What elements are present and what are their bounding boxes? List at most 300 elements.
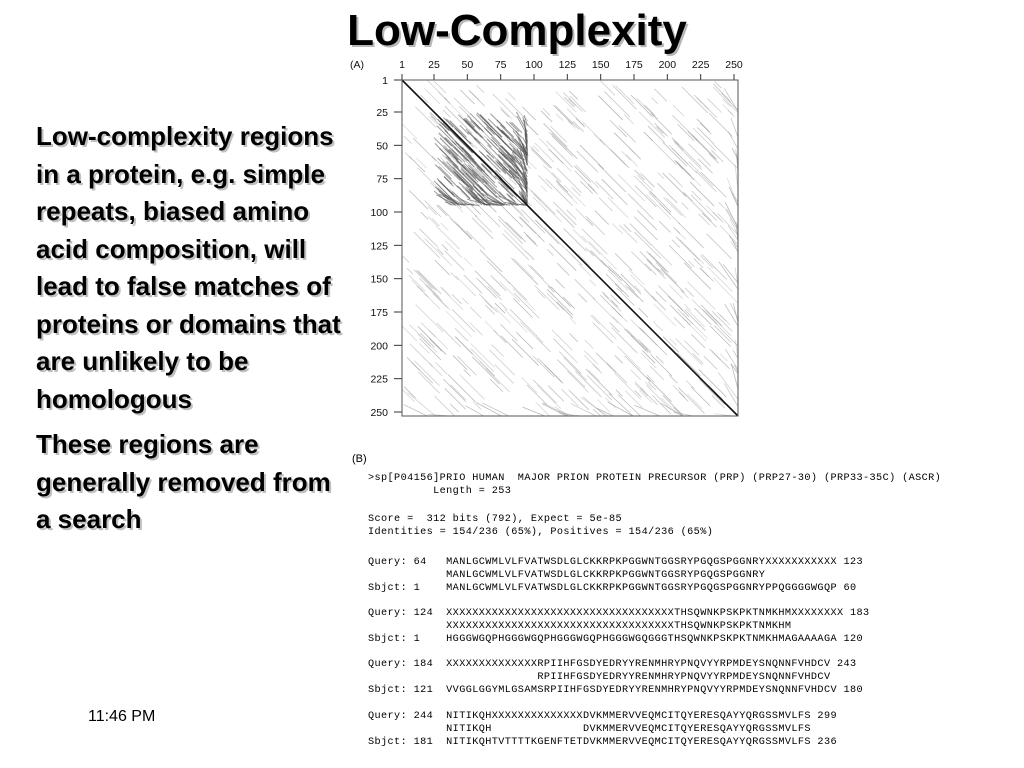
dot-plot-streak (720, 225, 738, 244)
dot-plot-streak (574, 166, 590, 182)
dot-plot-streak (641, 353, 656, 368)
dot-plot-streak (522, 377, 537, 392)
dot-plot-streak (547, 249, 553, 255)
dot-plot-streak (700, 268, 709, 277)
dot-plot-streak (645, 264, 656, 275)
dot-plot-streak (663, 173, 687, 197)
dot-plot-matrix (402, 80, 738, 416)
dot-plot-streak (588, 184, 598, 194)
dot-plot-streak (407, 268, 413, 274)
timestamp: 11:46 PM (88, 708, 156, 725)
dot-plot-streak (710, 326, 730, 346)
dot-plot-streak (682, 203, 689, 210)
dot-plot-streak (559, 352, 581, 374)
dot-plot-streak (657, 183, 677, 203)
dot-plot-streak (720, 328, 738, 346)
dot-plot-streak (455, 328, 468, 341)
dot-plot-streak (661, 403, 683, 416)
dot-plot-streak (416, 158, 426, 168)
dot-plot-streak (567, 371, 588, 392)
dot-plot-streak (475, 271, 500, 296)
dot-plot-streak (596, 182, 614, 200)
dot-plot-streak (698, 214, 709, 225)
dot-plot-streak (472, 218, 493, 239)
dot-plot-streak (702, 254, 727, 279)
dot-plot-streak (667, 198, 686, 217)
dot-plot-streak (703, 310, 717, 324)
dot-plot-streak (595, 211, 609, 225)
dot-plot-streak (679, 223, 704, 248)
dot-plot-streak (674, 412, 693, 416)
dot-plot-streak (434, 81, 446, 93)
y-axis (370, 75, 402, 419)
dot-plot-streak (683, 192, 692, 201)
dot-plot-streak (712, 311, 732, 331)
dot-plot-streak (508, 282, 527, 301)
dot-plot-streak (578, 254, 590, 266)
y-tick-label: 250 (370, 407, 388, 419)
dot-plot-streak (514, 293, 539, 318)
alignment-match-line: NITIKQH DVKMMERVVEQMCITQYERESQAYYQRGSSMVLFS (368, 724, 811, 735)
repeat-streak (461, 147, 474, 160)
dot-plot-streak (501, 324, 518, 341)
dot-plot-streak (613, 224, 623, 234)
dot-plot-streak (556, 279, 565, 288)
dot-plot-streak (728, 110, 734, 116)
dot-plot-streak (724, 384, 738, 407)
dot-plot-streak (672, 240, 680, 248)
dot-plot-streak (428, 81, 448, 101)
dot-plot-streak (451, 385, 466, 400)
dot-plot-streak (583, 397, 606, 416)
dot-plot-streak (420, 229, 439, 248)
dot-plot-streak (612, 327, 638, 353)
y-tick-label: 125 (370, 240, 388, 253)
dot-plot-streak (459, 106, 471, 118)
dot-plot-streak (569, 91, 577, 99)
dot-plot-streak (470, 307, 481, 318)
dot-plot-streak (715, 81, 722, 88)
dot-plot-streak (477, 85, 484, 92)
dot-plot-streak (547, 293, 564, 310)
dot-plot-streak (676, 339, 703, 366)
dot-plot-streak (567, 210, 576, 219)
y-tick-label: 50 (376, 140, 388, 153)
dot-plot-streak (543, 109, 550, 116)
dot-plot-streak (654, 89, 667, 102)
dot-plot-streak (696, 171, 717, 192)
dot-plot-streak (442, 244, 448, 250)
alignment-query-line: Query: 184 XXXXXXXXXXXXXXRPIIHFGSDYEDRYYRENMHRYPNQVYYRPMDEYSNQNNFVHDCV 243 (368, 659, 857, 670)
dot-plot-streak (407, 392, 435, 416)
dot-plot-streak (526, 235, 537, 246)
dot-plot-streak (509, 177, 517, 185)
dot-plot-streak (465, 405, 483, 416)
dot-plot-streak (527, 385, 547, 405)
dot-plot-streak (717, 312, 726, 321)
x-axis (399, 59, 743, 80)
dot-plot-streak (421, 333, 435, 347)
x-tick-label: 125 (558, 59, 577, 71)
dot-plot-streak (441, 287, 450, 296)
blast-hit-header: >sp[P04156]PRIO HUMAN MAJOR PRION PROTEIN PRECURSOR (PRP) (PRP27-30) (PRP33-35C) (ASCR) (368, 473, 942, 484)
dot-plot-streak (684, 341, 699, 356)
dot-plot-streak (709, 113, 732, 136)
dot-plot-streak (456, 276, 476, 296)
dot-plot-streak (681, 290, 689, 298)
dot-plot-streak (460, 374, 485, 399)
dot-plot-streak (533, 356, 554, 377)
dot-plot-streak (437, 323, 461, 347)
dot-plot-streak (462, 298, 468, 304)
dot-plot-streak (486, 368, 510, 392)
dot-plot-streak (656, 291, 666, 301)
dot-plot-streak (691, 334, 705, 348)
dot-plot-streak (472, 357, 499, 384)
dot-plot-streak (638, 308, 648, 318)
dot-plot-streak (495, 364, 514, 383)
dot-plot-streak (629, 270, 644, 285)
dot-plot-streak (492, 345, 504, 357)
dot-plot-streak (607, 363, 627, 383)
x-tick-label: 175 (625, 59, 643, 71)
dot-plot-streak (694, 258, 703, 267)
dot-plot-streak (720, 354, 727, 361)
dot-plot-streak (494, 330, 507, 343)
dot-plot-streak (534, 194, 562, 222)
dot-plot-streak (602, 292, 609, 299)
dot-plot-streak (556, 180, 568, 192)
dot-plot-streak (635, 170, 645, 180)
dot-plot-streak (501, 109, 509, 117)
dot-plot-streak (576, 209, 593, 226)
dot-plot-streak (729, 187, 738, 207)
dot-plot-streak (520, 217, 540, 237)
dot-plot-streak (464, 369, 471, 376)
x-tick-label: 100 (525, 59, 543, 71)
dot-plot-streak (616, 86, 634, 104)
dot-plot-streak (525, 251, 534, 260)
dot-plot-streak (487, 261, 509, 283)
dot-plot-streak (678, 124, 695, 141)
dot-plot-streak (635, 383, 648, 396)
dot-plot-streak (421, 212, 428, 219)
dot-plot-streak (504, 230, 526, 252)
dot-plot-streak (649, 137, 676, 164)
dot-plot-streak (562, 389, 579, 406)
repeat-streak (482, 179, 501, 198)
dot-plot-streak (440, 287, 462, 309)
dot-plot-streak (544, 123, 568, 147)
alignment-sbjct-line: Sbjct: 1 HGGGWGQPHGGGWGQPHGGGWGQPHGGGWGQGGGTHSQWNKPSKPKTNMKHMAGAAAAGA 120 (368, 634, 864, 645)
dot-plot-streak (513, 299, 532, 318)
dot-plot-streak (580, 145, 604, 169)
panel-b-label: (B) (352, 453, 367, 465)
alignment-query-line: Query: 64 MANLGCWMLVLFVATWSDLGLCKKRPKPGGWNTGGSRYPGQGSPGGNRYXXXXXXXXXXX 123 (368, 557, 864, 568)
dot-plot-streak (656, 262, 677, 283)
dot-plot-streak (674, 142, 701, 169)
dot-plot-streak (521, 209, 545, 233)
dot-plot-streak (414, 270, 433, 289)
dot-plot-streak (685, 310, 706, 331)
dot-plot-streak (480, 361, 495, 376)
dot-plot-streak (413, 138, 436, 161)
dot-plot-streak (402, 255, 409, 262)
dot-plot-streak (466, 231, 485, 250)
alignment-match-line: MANLGCWMLVLFVATWSDLGLCKKRPKPGGWNTGGSRYPGQGSPGGNRY (368, 570, 766, 581)
dot-plot-streak (677, 353, 700, 376)
dot-plot-streak (482, 403, 508, 416)
dot-plot-streak (480, 250, 502, 272)
dot-plot-streak (593, 364, 602, 373)
alignment-match-line: XXXXXXXXXXXXXXXXXXXXXXXXXXXXXXXXXXXTHSQWNKPSKPKTNMKHM (368, 621, 792, 632)
dot-plot-streak (425, 239, 452, 266)
dot-plot-streak (619, 225, 637, 243)
bullet-list (36, 118, 346, 539)
dot-plot-streak (506, 222, 526, 242)
dot-plot-streak (556, 114, 563, 121)
dot-plot-streak (692, 299, 719, 326)
dot-plot-streak (475, 215, 492, 232)
dot-plot-streak (548, 149, 563, 164)
dot-plot-streak (673, 105, 684, 116)
dot-plot-streak (663, 395, 683, 415)
dot-plot-streak (590, 251, 605, 266)
dot-plot-streak (594, 134, 605, 145)
dot-plot-streak (470, 91, 479, 100)
dot-plot-streak (634, 405, 660, 416)
dot-plot-streak (464, 275, 483, 294)
dot-plot-streak (719, 262, 738, 289)
dot-plot-streak (553, 105, 572, 124)
dot-plot-streak (435, 260, 450, 275)
dot-plot-streak (601, 260, 622, 281)
dot-plot-streak (625, 391, 642, 408)
slide-title: Low-Complexity (347, 6, 687, 55)
dot-plot-streak (678, 388, 704, 414)
dot-plot-streak (586, 369, 612, 395)
dot-plot-streak (625, 356, 651, 382)
dot-plot-streak (656, 356, 664, 364)
dot-plot-streak (533, 380, 556, 403)
dot-plot-streak (682, 87, 708, 113)
dot-plot-streak (548, 386, 564, 402)
dot-plot-streak (494, 307, 510, 323)
dot-plot-streak (541, 186, 547, 192)
dot-plot-streak (635, 232, 661, 258)
dot-plot-streak (573, 121, 584, 132)
dot-plot-streak (614, 133, 640, 159)
y-tick-label: 225 (370, 373, 388, 386)
alignment-query-line: Query: 124 XXXXXXXXXXXXXXXXXXXXXXXXXXXXXXXXXXXTHSQWNKPSKPKTNMKHMXXXXXXXX 183 (368, 608, 870, 619)
dot-plot-streak (557, 168, 581, 192)
x-tick-label: 150 (591, 59, 610, 71)
dot-plot-streak (640, 388, 657, 405)
dot-plot-streak (407, 357, 433, 383)
repeat-streak (500, 125, 524, 149)
dot-plot-streak (719, 202, 725, 208)
dot-plot-streak (615, 253, 632, 270)
dot-plot-streak (697, 119, 710, 132)
dot-plot-streak (611, 150, 630, 169)
y-tick-label: 175 (370, 307, 388, 319)
dot-plot-streak (514, 259, 534, 279)
dot-plot-streak (669, 285, 683, 299)
dot-plot-streak (592, 315, 616, 339)
dot-plot-streak (464, 258, 472, 266)
dot-plot-streak (691, 195, 717, 221)
dot-plot-streak (557, 263, 569, 275)
dot-plot-streak (725, 202, 738, 228)
dot-plot-streak (414, 361, 439, 386)
dot-plot-streak (551, 287, 571, 307)
dot-plot-streak (538, 175, 552, 189)
dot-plot-streak (638, 339, 651, 352)
dot-plot-streak (485, 305, 494, 314)
dot-plot-streak (686, 381, 694, 389)
dot-plot-streak (477, 278, 497, 298)
dot-plot-streak (427, 285, 439, 297)
dot-plot-streak (602, 179, 628, 205)
dot-plot-streak (701, 305, 722, 326)
dot-plot-streak (604, 91, 630, 117)
dot-plot-streak (669, 173, 683, 187)
dot-plot-streak (576, 165, 599, 188)
dot-plot-streak (634, 217, 657, 240)
dot-plot-streak (622, 151, 631, 160)
repeat-streak (435, 165, 458, 188)
dot-plot-streak (544, 228, 565, 249)
dot-plot-streak (718, 213, 738, 235)
y-tick-label: 150 (370, 273, 388, 286)
dot-plot-streak (526, 186, 541, 201)
alignment-query-line: Query: 244 NITIKQHXXXXXXXXXXXXXXDVKMMERVVEQMCITQYERESQAYYQRGSSMVLFS 299 (368, 711, 837, 722)
dot-plot-streak (457, 224, 472, 239)
dot-plot-streak (429, 330, 448, 349)
dot-plot-streak (575, 371, 601, 397)
dot-plot-streak (479, 294, 497, 312)
dot-plot-streak (637, 98, 658, 119)
dot-plot-streak (589, 280, 595, 286)
dot-plot-streak (608, 197, 628, 217)
panel-a-label: (A) (350, 59, 364, 71)
dot-plot-streak (679, 392, 688, 401)
dot-plot-streak (679, 240, 704, 265)
dot-plot-streak (522, 107, 536, 121)
dot-plot-streak (500, 282, 520, 302)
dot-plot-streak (669, 346, 690, 367)
dot-plot-streak (419, 343, 429, 353)
dot-plot-streak (409, 190, 428, 209)
dot-plot-streak (453, 355, 467, 369)
dot-plot-streak (452, 294, 462, 304)
dot-plot-streak (652, 98, 658, 104)
dot-plot-streak (429, 339, 442, 352)
dot-plot-streak (692, 135, 717, 160)
dot-plot-streak (586, 216, 605, 235)
dot-plot-streak (675, 141, 701, 167)
dot-plot-streak (454, 98, 470, 114)
dot-plot-streak (537, 385, 561, 409)
dot-plot-streak (600, 81, 615, 96)
y-tick-label: 75 (376, 173, 388, 186)
dot-plot-streak (589, 370, 600, 381)
dot-plot-streak (445, 251, 465, 271)
alignment-match-line: RPIIHFGSDYEDRYYRENMHRYPNQVYYRPMDEYSNQNNFVHDCV (368, 672, 831, 683)
dot-plot-streak (543, 403, 569, 416)
dot-plot-streak (673, 385, 685, 397)
dot-plot-figure (340, 55, 760, 425)
dot-plot-streak (555, 106, 579, 130)
dot-plot-streak (404, 387, 416, 399)
dot-plot-streak (549, 132, 567, 150)
dot-plot-streak (664, 197, 682, 215)
dot-plot-streak (441, 223, 449, 231)
dot-plot-streak (598, 96, 622, 120)
dot-plot-streak (653, 321, 663, 331)
dot-plot-streak (651, 113, 672, 134)
dot-plot-streak (591, 315, 600, 324)
blast-score: Score = 312 bits (792), Expect = 5e-85 (368, 514, 623, 525)
dot-plot-streak (556, 210, 574, 228)
dot-plot-streak (545, 365, 564, 384)
dot-plot-streak (714, 278, 738, 303)
dot-plot-streak (631, 95, 653, 117)
dot-plot-streak (438, 92, 463, 117)
dot-plot-streak (437, 226, 460, 249)
dot-plot-streak (659, 221, 670, 232)
dot-plot-streak (485, 300, 493, 308)
dot-plot-streak (701, 172, 726, 197)
y-tick-label: 100 (370, 207, 388, 219)
dot-plot-streak (446, 311, 472, 337)
dot-plot-streak (626, 154, 638, 166)
y-tick-label: 25 (376, 107, 388, 119)
dot-plot-streak (510, 309, 537, 336)
bullet-regions-removed: These regions are generally removed from a search (36, 429, 331, 534)
dot-plot-streak (726, 209, 738, 230)
dot-plot-streak (570, 318, 576, 324)
dot-plot-streak (535, 220, 559, 244)
dot-plot-streak (669, 375, 677, 383)
dot-plot-streak (508, 93, 515, 100)
x-tick-label: 225 (691, 59, 710, 71)
dot-plot-streak (432, 218, 440, 226)
dot-plot-streak (727, 178, 738, 206)
dot-plot-streak (531, 149, 550, 168)
x-tick-label: 200 (658, 59, 677, 71)
dot-plot-streak (651, 244, 672, 265)
x-tick-label: 50 (461, 59, 474, 71)
dot-plot-streak (659, 203, 680, 224)
dot-plot-streak (531, 190, 555, 214)
blast-identities: Identities = 154/236 (65%), Positives = 154/236 (65%) (368, 527, 714, 538)
alignment-sbjct-line: Sbjct: 181 NITIKQHTVTTTTKGENFTETDVKMMERVVEQMCITQYERESQAYYQRGSSMVLFS 236 (368, 737, 837, 748)
dot-plot-streak (418, 334, 431, 347)
dot-plot-streak (488, 286, 502, 300)
x-tick-label: 1 (399, 59, 405, 71)
dot-plot-streak (605, 398, 615, 408)
dot-plot-streak (615, 355, 623, 363)
dot-plot-streak (677, 163, 683, 169)
dot-plot-streak (732, 148, 738, 160)
dot-plot-streak (713, 144, 737, 168)
dot-plot-streak (512, 339, 539, 366)
dot-plot-streak (404, 136, 412, 144)
dot-plot-streak (688, 131, 716, 159)
dot-plot-streak (450, 404, 458, 412)
x-tick-label: 250 (725, 59, 743, 71)
